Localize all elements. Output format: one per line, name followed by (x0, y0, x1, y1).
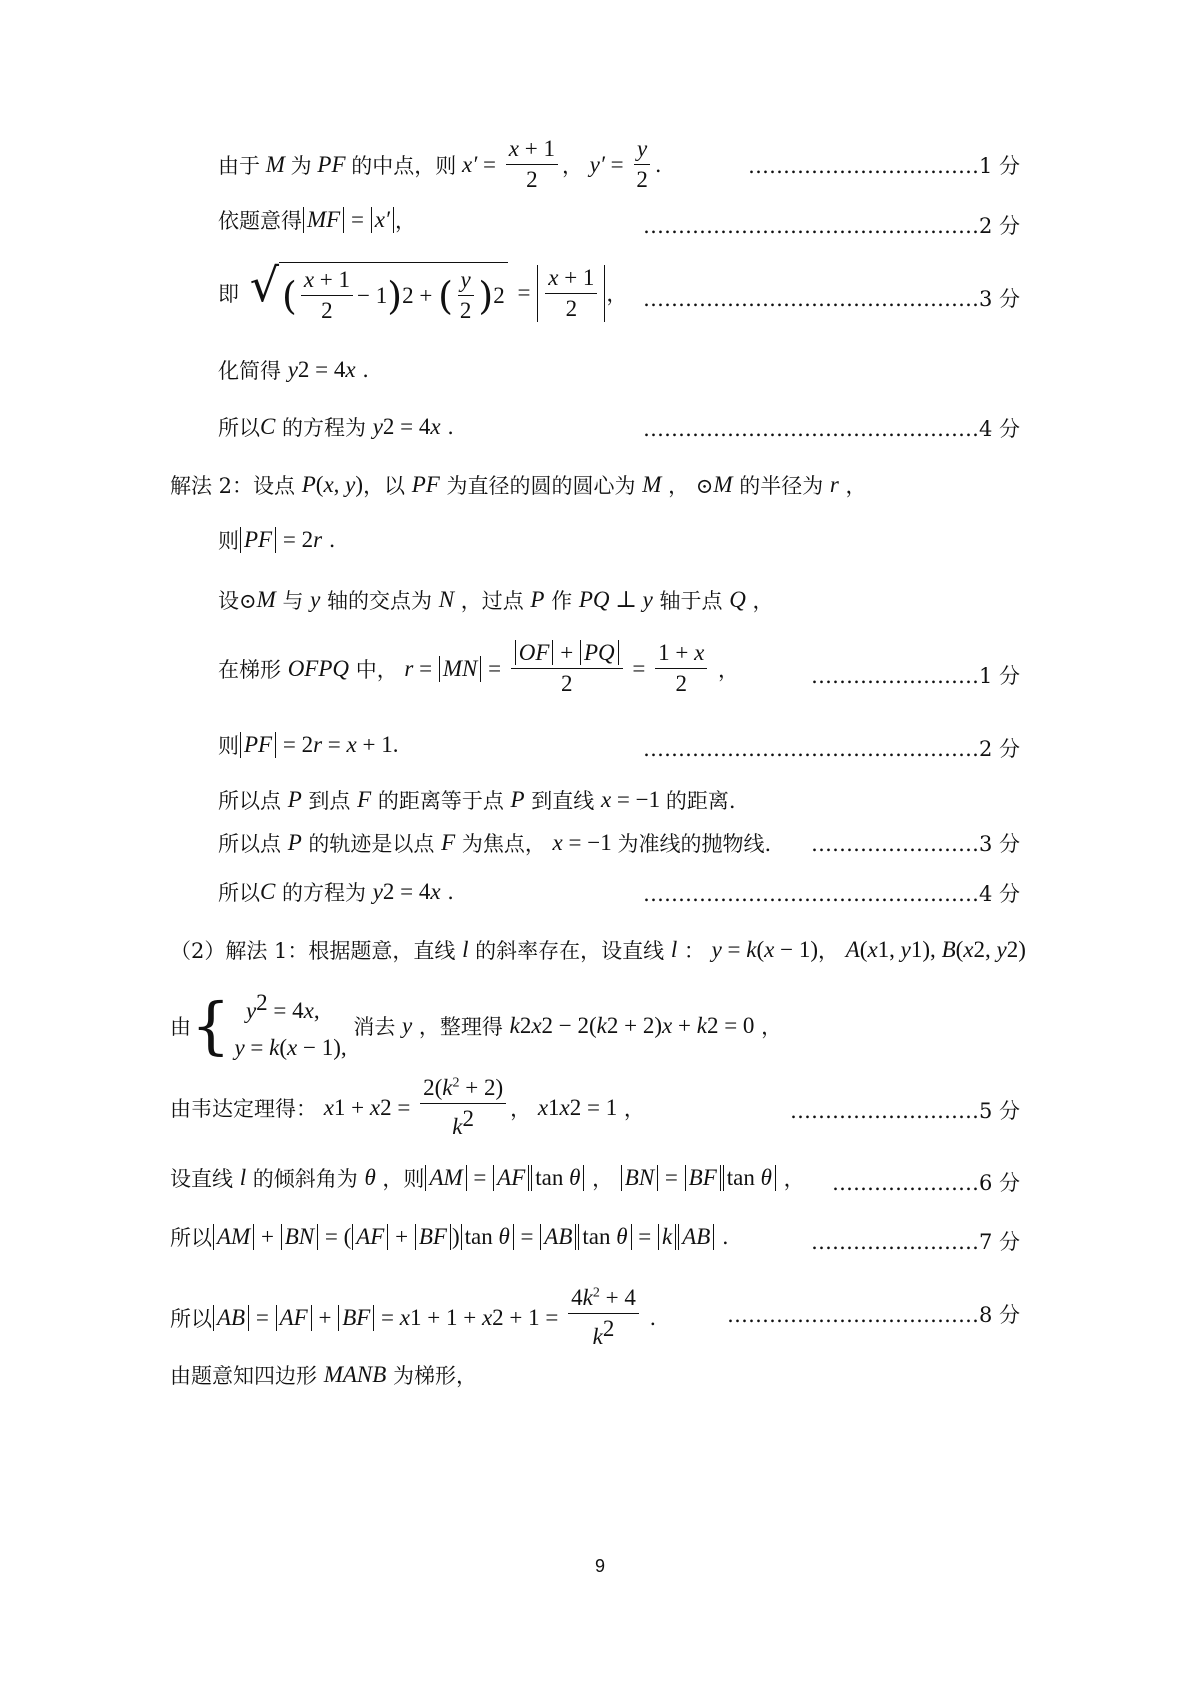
line-1: 由于 M 为 PF 的中点，则 x′ = $\frac{x + 1}{2}$ ， y′ = $\frac{y}{2}$ . (218, 136, 662, 192)
line-17: 设直线 l 的倾斜角为 θ ，则 AM = AF tan θ ， BN = BF tan θ ， (170, 1165, 805, 1191)
line-14: （2）解法 1：根据题意，直线 l 的斜率存在，设直线 l ： y = k ( x − 1) ， A ( x 1 , y 1 ), B ( x 2 , y 2 ) (170, 937, 1026, 963)
score-line-19: ………………………………8 分 (726, 1303, 1020, 1327)
line-12: 所以点 P 的轨迹是以点 F 为焦点， x = −1 为准线的抛物线. (218, 830, 772, 856)
line-2: 依题意得 MF = x′ ， (218, 207, 416, 233)
score-line-2: …………………………………………2 分 (642, 214, 1020, 238)
line-6: 解法 2：设点 P ( x , y ) ，以 PF 为直径的圆的圆心为 M ， ⊙ M 的半径为 r ， (170, 472, 867, 498)
score-line-17: …………………6 分 (831, 1171, 1020, 1195)
score-line-13: …………………………………………4 分 (642, 882, 1020, 906)
line-7: 则 PF = 2 r . (218, 527, 336, 553)
line-18: 所以 AM + BN = ( AF + BF ) tan θ = AB tan θ = k AB . (170, 1224, 729, 1250)
line-3: 即 √ ( $\frac{x + 1}{2}$ − 1 ) 2 + ( $\frac{y}{2}$ ) 2 = $\frac{x + 1}{2}$ ， (218, 258, 628, 323)
score-line-9: ……………………1 分 (810, 664, 1020, 688)
line-13: 所以 C 的方程为 y 2 = 4 x . (218, 879, 454, 905)
score-line-1: ……………………………1 分 (747, 154, 1020, 178)
line-11: 所以点 P 到点 F 的距离等于点 P 到直线 x = −1 的距离. (218, 787, 736, 813)
line-15: 由 { $y^2 = 4x$, y = k(x − 1), 消去 y ，整理得 k 2 x 2 − 2( k 2 + 2) x + k 2 = 0 ， (170, 988, 783, 1062)
line-20: 由题意知四边形 MANB 为梯形， (170, 1362, 477, 1388)
line-16: 由韦达定理得： x 1 + x 2 = $\frac{2(k^2 + 2)}{k^2}$ ， x 1 x 2 = 1 ， (170, 1075, 645, 1139)
line-8: 设⊙ M 与 y 轴的交点为 N ，过点 P 作 PQ ⊥ y 轴于点 Q ， (218, 587, 774, 613)
page-number: 9 (594, 1556, 605, 1576)
line-19: 所以 AB = AF + BF = x 1 + 1 + x 2 + 1 = $\frac{4k^2 + 4}{k^2}$ . (170, 1285, 657, 1349)
line-10: 则 PF = 2 r = x + 1. (218, 732, 399, 758)
score-line-3: …………………………………………3 分 (642, 287, 1020, 311)
score-line-5: …………………………………………4 分 (642, 417, 1020, 441)
score-line-16: ………………………5 分 (789, 1099, 1020, 1123)
line-5: 所以 C 的方程为 y 2 = 4 x . (218, 414, 454, 440)
score-line-18: ……………………7 分 (810, 1230, 1020, 1254)
line-4: 化简得 y 2 = 4 x . (218, 357, 369, 383)
score-line-12: ……………………3 分 (810, 832, 1020, 856)
score-line-10: …………………………………………2 分 (642, 737, 1020, 761)
line-9: 在梯形 OFPQ 中， r = MN = $\frac{OF + PQ}{2}$ = $\frac{1 + x}{2}$ ， (218, 640, 739, 696)
